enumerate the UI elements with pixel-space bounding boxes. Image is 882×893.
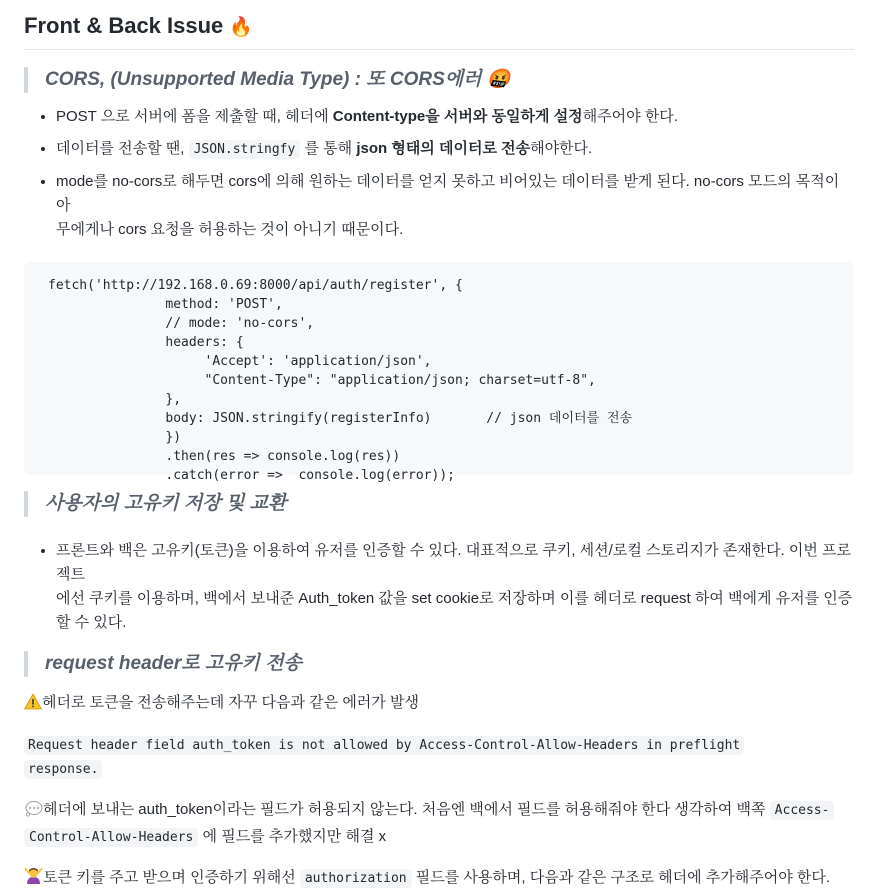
list-item: [56, 105, 854, 129]
error-message-line: response.: [24, 760, 102, 779]
list-item: [56, 539, 854, 635]
list-item-text: 프론트와 백은 고유키(토큰)을 이용하여 유저를 인증할 수 있다. 대표적으로 쿠키, 세션/로컬 스토리지가 존재한다. 이번 프로젝트: [56, 542, 852, 583]
error-intro-text: 헤더로 토큰을 전송해주는데 자꾸 다음과 같은 에러가 발생: [42, 694, 419, 711]
list-item-bold: json 형태의 데이터로 전송: [356, 140, 531, 157]
inline-code: authorization: [300, 869, 412, 888]
list-item-text: mode를 no-cors로 해두면 cors에 의해 원하는 데이터를 얻지 못하고 비어있는 데이터를 받게 된다. no-cors 모드의 목적이 아: [56, 173, 840, 214]
person-gesturing-icon: [24, 867, 43, 893]
list-item-text: 해주어야 한다.: [582, 108, 678, 125]
thought-bubble-icon: [24, 800, 43, 825]
list-item-text: POST 으로 서버에 폼을 제출할 때, 헤더에: [56, 108, 333, 125]
token-bullet-list: [24, 539, 854, 635]
list-item-bold: Content-type을 서버와 동일하게 설정: [332, 108, 583, 125]
fetch-code-block: fetch('http://192.168.0.69:8000/api/auth/register', { method: 'POST', // mode: 'no-cors', headers: { 'Accept': 'application/json', "Content-Type": "application/json; charset=utf-8", }, body: JSON.stringify(registerInfo) // json 데이터를 전송 }) .then(res => console.log(res)) .catch(error => console.log(error));: [24, 262, 854, 475]
authorization-text: 필드를 사용하며, 다음과 같은 구조로 헤더에 추가해주어야 한다.: [411, 869, 831, 886]
explanation-text: 에 필드를 추가했지만 해결 x: [198, 828, 387, 845]
list-item-text: 무에게나 cors 요청을 허용하는 것이 아니기 때문이다.: [56, 221, 404, 238]
list-item-text: 해야한다.: [530, 140, 593, 157]
section-heading-cors: [24, 67, 854, 93]
inline-code: Control-Allow-Headers: [24, 828, 198, 847]
warning-icon: [24, 693, 42, 718]
section-heading-token-storage: 사용자의 고유키 저장 및 교환: [24, 491, 854, 517]
list-item-text: 에선 쿠키를 이용하며, 백에서 보내준 Auth_token 값을 set cookie로 저장하며 이를 헤더로 request 하여 백에게 유저를 인증: [56, 590, 853, 607]
inline-code: Access-: [770, 801, 835, 820]
error-intro-paragraph: [24, 691, 854, 718]
list-item-text: 데이터를 전송할 땐,: [56, 140, 189, 157]
authorization-text: 토큰 키를 주고 받으며 인증하기 위해선: [43, 869, 300, 886]
fire-emoji-icon: 🔥: [229, 17, 254, 38]
error-message-line: Request header field auth_token is not allowed by Access-Control-Allow-Headers in preflight: [24, 736, 744, 755]
explanation-paragraph: [24, 798, 854, 850]
list-item-text: 할 수 있다.: [56, 614, 127, 631]
list-item-text: 를 통해: [300, 140, 357, 157]
page-title: [24, 0, 854, 50]
section-heading-cors-text: CORS, (Unsupported Media Type) : 또 CORS에러: [45, 69, 482, 90]
error-message: [24, 734, 854, 782]
angry-emoji-icon: 🤬: [486, 69, 511, 90]
page-title-text: Front & Back Issue: [24, 13, 224, 38]
list-item: [56, 137, 854, 162]
document-page: [24, 0, 854, 893]
explanation-text: 헤더에 보내는 auth_token이라는 필드가 허용되지 않는다. 처음엔 백에서 필드를 허용해줘야 한다 생각하여 백쪽: [43, 801, 770, 818]
inline-code: JSON.stringfy: [189, 140, 301, 159]
section-heading-request-header: request header로 고유키 전송: [24, 651, 854, 677]
authorization-paragraph: [24, 866, 854, 893]
list-item: [56, 170, 854, 242]
cors-bullet-list: [24, 105, 854, 242]
